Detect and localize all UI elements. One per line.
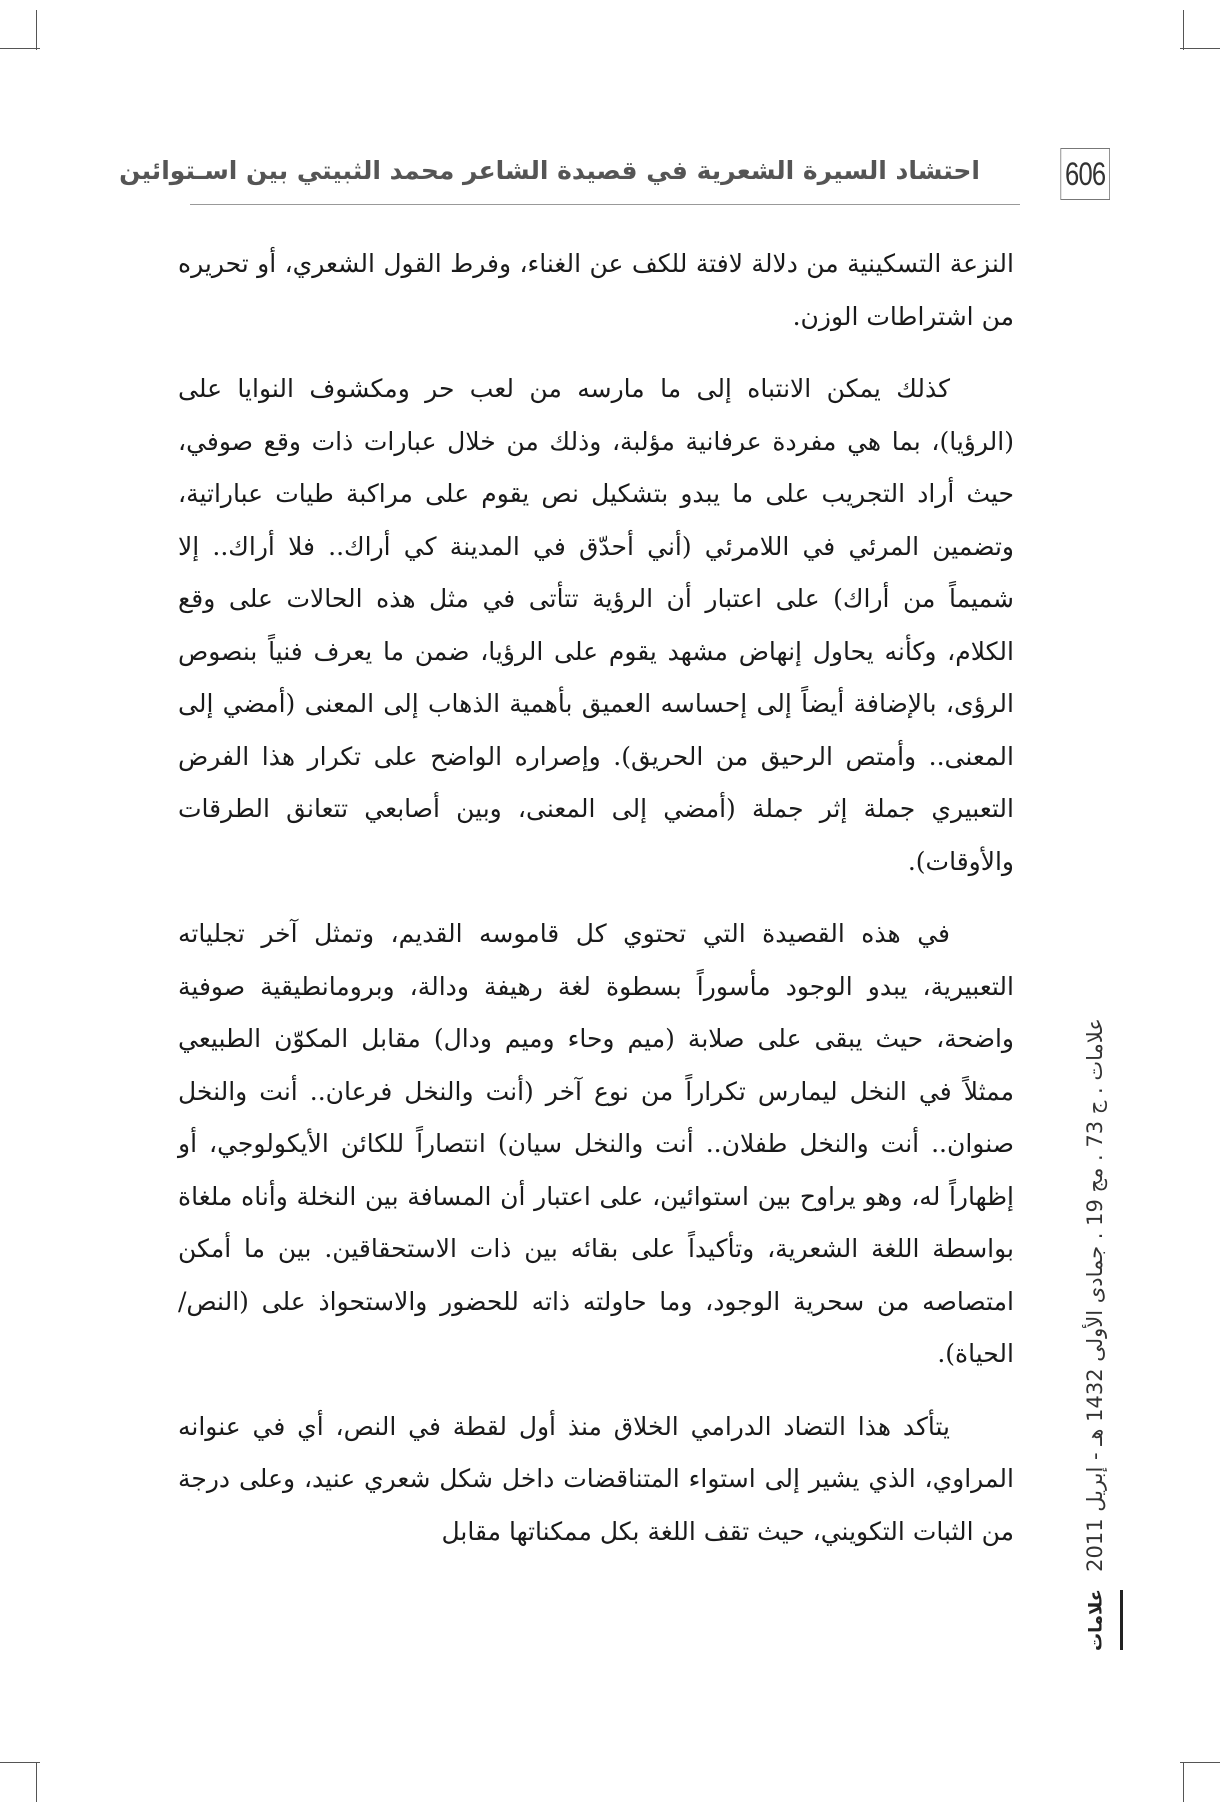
paragraph: يتأكد هذا التضاد الدرامي الخلاق منذ أول لقطة في النص، أي في عنوانه المراوي، الذي يشير إلى استواء المتناقضات داخل شكل شعري عنيد، وعلى درجة من الثبات التكويني، حيث تقف اللغة بكل ممكناتها مقابل xyxy=(178,1411,1014,1546)
page-number: 606 xyxy=(1060,148,1110,200)
journal-side-band xyxy=(1040,955,1150,1635)
crop-mark-bottom-left-h xyxy=(0,1762,40,1763)
journal-logo: علامات xyxy=(1072,1590,1123,1650)
paragraph: كذلك يمكن الانتباه إلى ما مارسه من لعب حر ومكشوف النوايا على (الرؤيا)، بما هي مفردة عرفانية مؤلبة، وذلك من خلال عبارات ذات وقع صوفي، حيث أراد التجريب على ما يبدو بتشكيل نص يقوم على مراكبة طيات عباراتية، وتضمين المرئي في اللامرئي (أني أحدّق في المدينة كي أراك.. فلا أراك.. إلا شميماً من أراك) على اعتبار أن الرؤية تتأتى في مثل هذه الحالات على وقع الكلام، وكأنه يحاول إنهاض مشهد يقوم على الرؤيا، ضمن ما يعرف فنياً بنصوص الرؤى، بالإضافة أيضاً إلى إحساسه العميق بأهمية الذهاب إلى المعنى (أمضي إلى المعنى.. وأمتص الرحيق من الحريق). وإصراره الواضح على تكرار هذا الفرض التعبيري جملة إثر جملة (أمضي إلى المعنى، وبين أصابعي تتعانق الطرقات والأوقات). xyxy=(178,374,1014,876)
crop-mark-top-left-h xyxy=(0,48,40,49)
running-title: احتشاد السيرة الشعرية في قصيدة الشاعر محمد الثبيتي بين اسـتوائين xyxy=(119,156,980,185)
crop-mark-top-left xyxy=(36,10,37,50)
crop-mark-top-right xyxy=(1183,10,1184,50)
crop-mark-bottom-right xyxy=(1183,1762,1184,1802)
crop-mark-bottom-right-h xyxy=(1180,1762,1220,1763)
crop-mark-bottom-left xyxy=(36,1762,37,1802)
journal-info: علامات . ج 73 . مج 19 . جمادى الأولى 1432 هـ - إبريل 2011 xyxy=(1083,1018,1107,1572)
paragraph: النزعة التسكينية من دلالة لافتة للكف عن الغناء، وفرط القول الشعري، أو تحريره من اشتراطات الوزن. xyxy=(178,249,1014,331)
header-rule xyxy=(190,204,1020,205)
article-body xyxy=(178,238,1014,1578)
page-header xyxy=(119,148,1110,204)
paragraph: في هذه القصيدة التي تحتوي كل قاموسه القديم، وتمثل آخر تجلياته التعبيرية، يبدو الوجود مأسوراً بسطوة لغة رهيفة ودالة، وبرومانطيقية صوفية واضحة، حيث يبقى على صلابة (ميم وحاء وميم ودال) مقابل المكوّن الطبيعي ممثلاً في النخل ليمارس تكراراً من نوع آخر (أنت والنخل فرعان.. أنت والنخل صنوان.. أنت والنخل طفلان.. أنت والنخل سيان) انتصاراً للكائن الأيكولوجي، أو إظهاراً له، وهو يراوح بين استوائين، على اعتبار أن المسافة بين النخلة وأناه ملغاة بواسطة اللغة الشعرية، وتأكيداً على بقائه بين ذات الاستحقاقين. بين ما أمكن امتصاصه من سحرية الوجود، وما حاولته ذاته للحضور والاستحواذ على (النص/ الحياة). xyxy=(178,919,1014,1368)
crop-mark-top-right-h xyxy=(1180,48,1220,49)
